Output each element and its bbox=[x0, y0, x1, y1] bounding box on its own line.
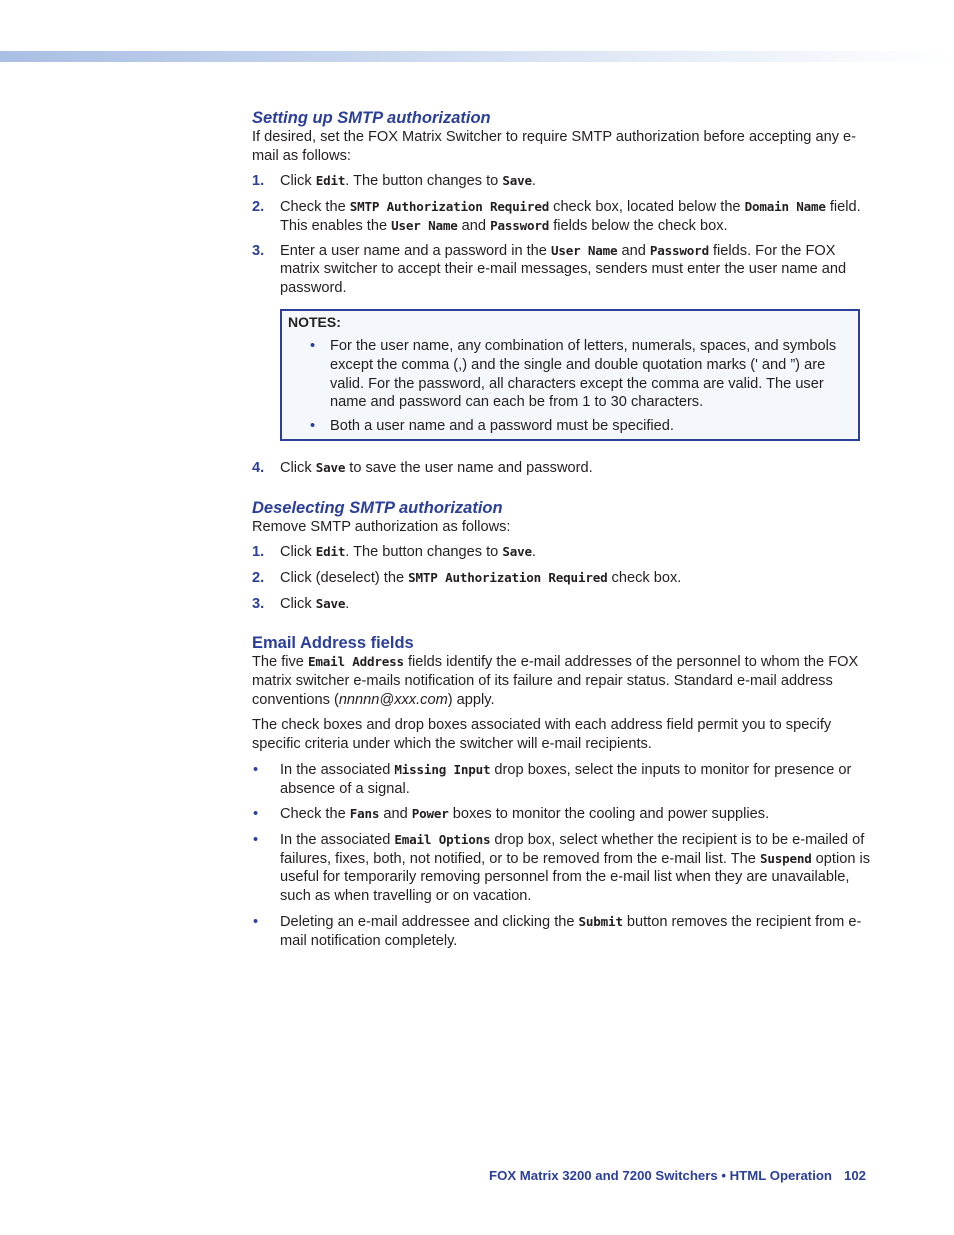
ui-term-missing-input: Missing Input bbox=[394, 761, 491, 777]
ui-term-save: Save bbox=[315, 459, 346, 475]
email-fields-paragraph-2: The check boxes and drop boxes associated with each address field permit you to specify specific criteria under which the switcher will e-mail recipients. bbox=[252, 717, 832, 753]
ui-term-save: Save bbox=[502, 544, 532, 560]
step-number: 4. bbox=[252, 459, 265, 476]
setup-step-1: 1. Click Edit. The button changes to Save. bbox=[252, 173, 536, 190]
step-number: 3. bbox=[252, 595, 265, 612]
note-item: • For the user name, any combination of letters, numerals, spaces, and symbols except the comma (,) and the single and double quotation marks (' and ”) are valid. For the password, all characters except the comma are valid. The user name and password can each be from 1 to 30 characters. bbox=[310, 338, 837, 411]
page-content bbox=[252, 108, 872, 950]
ui-term-submit: Submit bbox=[578, 913, 623, 929]
ui-term-user-name: User Name bbox=[550, 242, 618, 258]
ui-term-smtp-auth: SMTP Authorization Required bbox=[349, 199, 550, 215]
bullet-icon: • bbox=[310, 338, 316, 355]
ui-term-smtp-auth: SMTP Authorization Required bbox=[408, 569, 608, 585]
setup-step-4: 4. Click Save to save the user name and password. bbox=[252, 459, 593, 476]
ui-term-save: Save bbox=[502, 173, 532, 189]
bullet-icon: • bbox=[310, 418, 316, 435]
page-footer bbox=[489, 1167, 866, 1186]
deselect-step-2: 2. Click (deselect) the SMTP Authorization Required check box. bbox=[252, 569, 682, 586]
setup-intro: If desired, set the FOX Matrix Switcher to require SMTP authorization before accepting any e-mail as follows: bbox=[252, 129, 857, 164]
deselect-step-3: 3. Click Save. bbox=[252, 595, 350, 612]
setup-step-2: 2. Check the SMTP Authorization Required check box, located below the Domain Name field. This enables the User Name and Password fields below the check box. bbox=[252, 199, 861, 234]
email-bullet-missing-input: • In the associated Missing Input drop boxes, select the inputs to monitor for presence or absence of a signal. bbox=[253, 761, 852, 797]
email-fields-paragraph-1: The five Email Address fields identify the e-mail addresses of the personnel to whom the FOX matrix switcher e-mails notification of its failure and repair status. Standard e-mail address conventions (nnnnn@xxx.com) apply. bbox=[252, 654, 859, 708]
email-bullet-submit: • Deleting an e-mail addressee and clicking the Submit button removes the recipient from e-mail notification completely. bbox=[253, 913, 862, 949]
note-item: • Both a user name and a password must be specified. bbox=[310, 418, 674, 435]
page-number: 102 bbox=[843, 1168, 866, 1183]
ui-term-email-options: Email Options bbox=[394, 831, 491, 847]
ui-term-password: Password bbox=[649, 242, 709, 258]
heading-email-address-fields: Email Address fields bbox=[252, 634, 414, 653]
heading-deselect-smtp: Deselecting SMTP authorization bbox=[252, 498, 503, 517]
step-number: 1. bbox=[252, 173, 265, 190]
ui-term-save: Save bbox=[315, 595, 346, 611]
bullet-icon: • bbox=[253, 831, 259, 848]
header-gradient-bar bbox=[0, 51, 954, 62]
step-number: 3. bbox=[252, 242, 265, 259]
ui-term-password: Password bbox=[490, 217, 550, 233]
footer-title: FOX Matrix 3200 and 7200 Switchers • HTML Operation bbox=[489, 1168, 832, 1183]
email-bullet-email-options: • In the associated Email Options drop box, select whether the recipient is to be e-mailed of failures, fixes, both, not notified, or to be removed from the e-mail list. The Suspend option is useful for temporarily removing personnel from the e-mail list when they are unavailable, such as when travelling or on vacation. bbox=[253, 831, 871, 905]
deselect-intro: Remove SMTP authorization as follows: bbox=[252, 518, 511, 535]
deselect-step-1: 1. Click Edit. The button changes to Save. bbox=[252, 544, 536, 561]
ui-term-domain-name: Domain Name bbox=[744, 199, 826, 215]
heading-setup-smtp: Setting up SMTP authorization bbox=[252, 109, 491, 127]
notes-title: NOTES: bbox=[288, 313, 341, 330]
ui-term-email-address: Email Address bbox=[307, 654, 404, 670]
notes-box bbox=[280, 309, 860, 441]
bullet-icon: • bbox=[253, 913, 259, 930]
email-bullet-fans-power: • Check the Fans and Power boxes to monitor the cooling and power supplies. bbox=[253, 806, 770, 823]
bullet-icon: • bbox=[253, 806, 259, 823]
bullet-icon: • bbox=[253, 761, 259, 778]
ui-term-edit: Edit bbox=[315, 173, 346, 189]
step-number: 2. bbox=[252, 569, 265, 586]
step-number: 1. bbox=[252, 544, 265, 561]
ui-term-fans: Fans bbox=[349, 806, 380, 822]
ui-term-suspend: Suspend bbox=[759, 850, 812, 866]
ui-term-user-name: User Name bbox=[391, 217, 458, 233]
email-convention: nnnnn@xxx.com bbox=[338, 691, 448, 708]
ui-term-edit: Edit bbox=[315, 544, 346, 560]
step-number: 2. bbox=[252, 199, 265, 216]
setup-step-3: 3. Enter a user name and a password in the User Name and Password fields. For the FOX matrix switcher to accept their e-mail messages, senders must enter the user name and password. bbox=[252, 242, 847, 296]
ui-term-power: Power bbox=[411, 806, 449, 822]
